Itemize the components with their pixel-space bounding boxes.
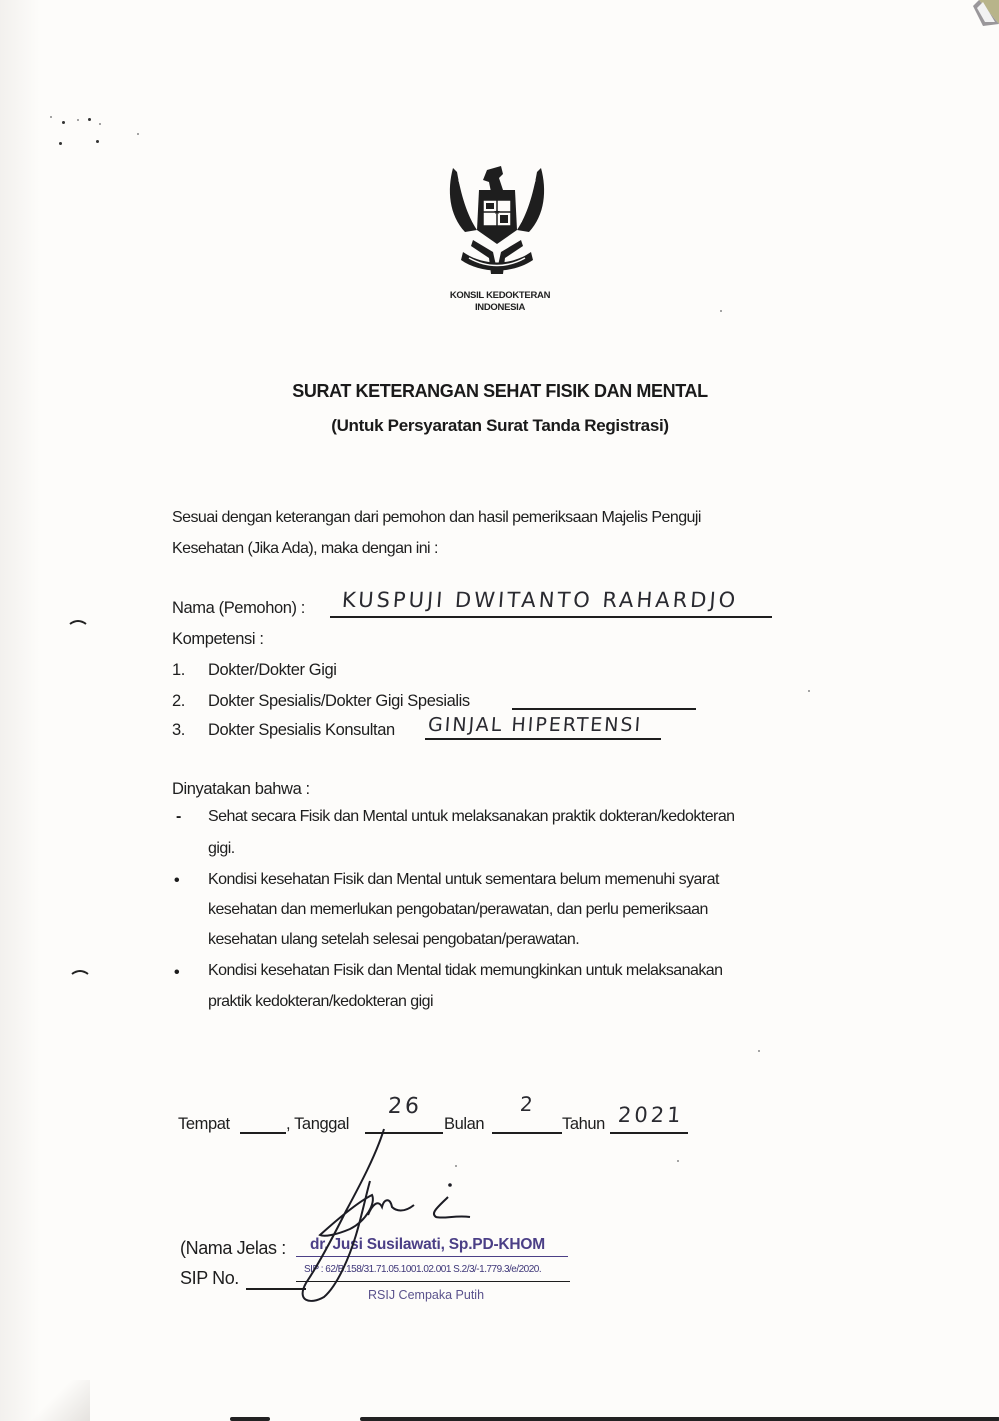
competence-label: Kompetensi : <box>172 630 264 648</box>
sip-label: SIP No. <box>180 1268 239 1288</box>
statement-3-line-1: Kondisi kesehatan Fisik dan Mental tidak memungkinkan untuk melaksanakan <box>208 962 723 979</box>
statement-bullet-2: • <box>174 872 180 889</box>
scan-shadow <box>0 0 40 1421</box>
speck <box>677 1160 679 1162</box>
statement-bullet-3: • <box>174 964 180 981</box>
speck <box>137 133 139 135</box>
intro-line-2: Kesehatan (Jika Ada), maka dengan ini : <box>172 540 438 557</box>
speck <box>96 140 99 143</box>
scan-mark <box>68 618 88 626</box>
document-title: SURAT KETERANGAN SEHAT FISIK DAN MENTAL <box>292 381 708 401</box>
stamp-doctor-name: dr. Jusi Susilawati, Sp.PD-KHOM <box>310 1236 545 1253</box>
scan-shadow-bottom <box>30 1380 90 1421</box>
day-label: , Tanggal <box>286 1115 350 1133</box>
statement-2-line-3: kesehatan ulang setelah selesai pengobatan/perawatan. <box>208 931 580 948</box>
competence-value-3[interactable]: GINJAL HIPERTENSI <box>427 714 643 736</box>
speck <box>77 119 79 121</box>
stamp-sip-number: SIP : 62/B.158/31.71.05.1001.02.001 S.2/3/-1.779.3/e/2020. <box>304 1264 542 1275</box>
organization-name-line1: KONSIL KEDOKTERAN <box>449 290 551 301</box>
scan-edge-mark <box>360 1417 999 1421</box>
statement-1-line-1: Sehat secara Fisik dan Mental untuk melaksanakan praktik dokteran/kedokteran <box>208 808 735 825</box>
applicant-name-value[interactable]: KUSPUJI DWITANTO RAHARDJO <box>341 588 740 612</box>
statement-label: Dinyatakan bahwa : <box>172 780 310 798</box>
competence-number-3: 3. <box>172 721 185 739</box>
clear-name-label: (Nama Jelas : <box>180 1238 286 1258</box>
competence-label-1: Dokter/Dokter Gigi <box>208 661 337 679</box>
speck <box>808 690 810 692</box>
competence-label-2: Dokter Spesialis/Dokter Gigi Spesialis <box>208 692 470 710</box>
organization-name-line2: INDONESIA <box>474 302 526 313</box>
statement-1-line-2: gigi. <box>208 840 235 857</box>
competence-number-2: 2. <box>172 692 185 710</box>
speck <box>88 118 91 121</box>
competence-line-3 <box>425 738 661 740</box>
month-label: Bulan <box>444 1115 485 1133</box>
speck <box>50 116 52 118</box>
year-value[interactable]: 2021 <box>617 1103 685 1127</box>
speck <box>99 123 101 125</box>
year-label: Tahun <box>562 1115 605 1133</box>
speck <box>59 142 62 145</box>
handwritten-signature <box>280 1125 500 1315</box>
day-value[interactable]: 26 <box>387 1094 423 1119</box>
year-line <box>610 1132 688 1134</box>
statement-2-line-1: Kondisi kesehatan Fisik dan Mental untuk sementara belum memenuhi syarat <box>208 871 719 888</box>
place-label: Tempat <box>178 1115 230 1133</box>
stamp-hospital: RSIJ Cempaka Putih <box>368 1288 485 1302</box>
document-subtitle: (Untuk Persyaratan Surat Tanda Registrasi) <box>331 416 669 435</box>
speck <box>758 1050 760 1052</box>
statement-bullet-1: - <box>176 808 182 825</box>
competence-label-3: Dokter Spesialis Konsultan <box>208 721 395 739</box>
competence-line-2 <box>512 708 696 710</box>
competence-number-1: 1. <box>172 661 185 679</box>
statement-2-line-2: kesehatan dan memerlukan pengobatan/perawatan, dan perlu pemeriksaan <box>208 901 708 918</box>
scan-edge-mark <box>230 1417 270 1421</box>
statement-3-line-2: praktik kedokteran/kedokteran gigi <box>208 993 433 1010</box>
applicant-name-line <box>330 616 772 618</box>
month-value[interactable]: 2 <box>519 1092 537 1116</box>
scan-mark <box>70 968 90 976</box>
garuda-emblem-icon <box>443 160 551 282</box>
page-corner-fold <box>959 0 999 30</box>
speck <box>720 310 722 312</box>
speck <box>62 121 65 124</box>
applicant-name-label: Nama (Pemohon) : <box>172 599 305 617</box>
month-line <box>492 1132 562 1134</box>
intro-line-1: Sesuai dengan keterangan dari pemohon dan hasil pemeriksaan Majelis Penguji <box>172 509 701 526</box>
